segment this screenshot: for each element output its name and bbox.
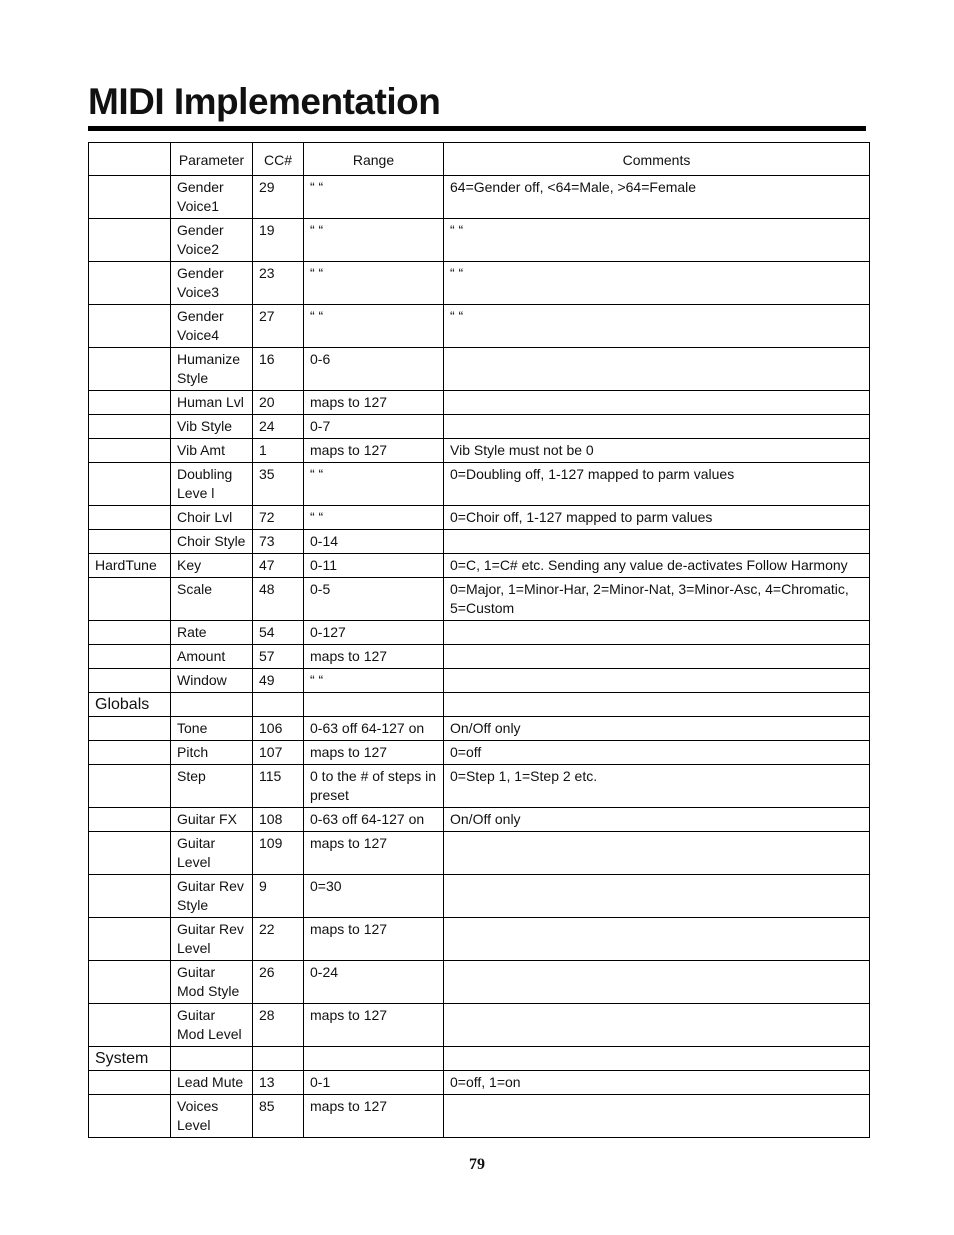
- cell-group: [89, 262, 171, 305]
- cell-comments: [444, 530, 870, 554]
- cell-range: “ “: [304, 176, 444, 219]
- cell-range: “ “: [304, 305, 444, 348]
- cell-range: 0-7: [304, 415, 444, 439]
- cell-comments: [444, 669, 870, 693]
- cell-range: “ “: [304, 506, 444, 530]
- cell-comments: 0=off, 1=on: [444, 1071, 870, 1095]
- table-row: [89, 578, 870, 621]
- cell-parameter: Lead Mute: [171, 1071, 253, 1095]
- cell-cc: 19: [253, 219, 304, 262]
- cell-comments: 0=C, 1=C# etc. Sending any value de-activates Follow Harmony: [444, 554, 870, 578]
- header-comments: Comments: [444, 143, 870, 176]
- cell-group: [89, 765, 171, 808]
- empty-cell: [444, 1047, 870, 1071]
- table-row: [89, 1004, 870, 1047]
- cell-parameter: Vib Amt: [171, 439, 253, 463]
- cell-range: maps to 127: [304, 1004, 444, 1047]
- table-row: [89, 219, 870, 262]
- empty-cell: [171, 693, 253, 717]
- cell-comments: [444, 415, 870, 439]
- cell-cc: 22: [253, 918, 304, 961]
- cell-cc: 72: [253, 506, 304, 530]
- cell-range: 0=30: [304, 875, 444, 918]
- cell-parameter: Rate: [171, 621, 253, 645]
- table-row: [89, 506, 870, 530]
- empty-cell: [304, 693, 444, 717]
- table-row: [89, 1071, 870, 1095]
- cell-group: [89, 506, 171, 530]
- empty-cell: [253, 693, 304, 717]
- title-rule: [88, 126, 866, 131]
- header-cc: CC#: [253, 143, 304, 176]
- cell-cc: 35: [253, 463, 304, 506]
- cell-comments: 0=Doubling off, 1-127 mapped to parm values: [444, 463, 870, 506]
- cell-cc: 26: [253, 961, 304, 1004]
- cell-comments: [444, 348, 870, 391]
- cell-parameter: Amount: [171, 645, 253, 669]
- table-row: [89, 621, 870, 645]
- table-row: [89, 765, 870, 808]
- header-parameter: Parameter: [171, 143, 253, 176]
- cell-cc: 1: [253, 439, 304, 463]
- cell-parameter: Humanize Style: [171, 348, 253, 391]
- table-row: [89, 961, 870, 1004]
- cell-group: [89, 391, 171, 415]
- cell-range: maps to 127: [304, 439, 444, 463]
- cell-group: [89, 415, 171, 439]
- table-header-row: [89, 143, 870, 176]
- cell-comments: On/Off only: [444, 808, 870, 832]
- cell-cc: 13: [253, 1071, 304, 1095]
- table-row: [89, 391, 870, 415]
- cell-comments: [444, 875, 870, 918]
- cell-comments: [444, 645, 870, 669]
- cell-comments: 0=Choir off, 1-127 mapped to parm values: [444, 506, 870, 530]
- page-number: 79: [469, 1156, 485, 1173]
- cell-cc: 54: [253, 621, 304, 645]
- cell-range: maps to 127: [304, 391, 444, 415]
- cell-range: 0-14: [304, 530, 444, 554]
- table-row: [89, 717, 870, 741]
- cell-group: [89, 176, 171, 219]
- cell-group: [89, 1004, 171, 1047]
- cell-range: 0 to the # of steps in preset: [304, 765, 444, 808]
- cell-comments: 64=Gender off, <64=Male, >64=Female: [444, 176, 870, 219]
- table-row: [89, 348, 870, 391]
- empty-cell: [171, 1047, 253, 1071]
- cell-parameter: Choir Lvl: [171, 506, 253, 530]
- cell-parameter: Guitar Level: [171, 832, 253, 875]
- cell-range: “ “: [304, 219, 444, 262]
- cell-cc: 23: [253, 262, 304, 305]
- table-row: [89, 741, 870, 765]
- cell-group: [89, 439, 171, 463]
- table-row: [89, 415, 870, 439]
- cell-parameter: Gender Voice3: [171, 262, 253, 305]
- table-row: [89, 1095, 870, 1138]
- cell-parameter: Guitar Mod Style: [171, 961, 253, 1004]
- cell-cc: 16: [253, 348, 304, 391]
- section-row: [89, 693, 870, 717]
- cell-comments: 0=Step 1, 1=Step 2 etc.: [444, 765, 870, 808]
- table-row: [89, 463, 870, 506]
- cell-parameter: Human Lvl: [171, 391, 253, 415]
- empty-cell: [444, 693, 870, 717]
- cell-range: 0-63 off 64-127 on: [304, 717, 444, 741]
- cell-group: [89, 717, 171, 741]
- cell-group: [89, 578, 171, 621]
- section-label: System: [89, 1047, 171, 1071]
- table-row: [89, 305, 870, 348]
- cell-parameter: Gender Voice1: [171, 176, 253, 219]
- page-title: MIDI Implementation: [88, 81, 441, 122]
- cell-range: 0-1: [304, 1071, 444, 1095]
- table-row: [89, 669, 870, 693]
- cell-cc: 85: [253, 1095, 304, 1138]
- cell-group: HardTune: [89, 554, 171, 578]
- cell-cc: 9: [253, 875, 304, 918]
- cell-parameter: Scale: [171, 578, 253, 621]
- cell-group: [89, 530, 171, 554]
- cell-cc: 107: [253, 741, 304, 765]
- table-row: [89, 176, 870, 219]
- cell-group: [89, 669, 171, 693]
- cell-parameter: Guitar FX: [171, 808, 253, 832]
- cell-cc: 27: [253, 305, 304, 348]
- cell-comments: [444, 391, 870, 415]
- cell-parameter: Vib Style: [171, 415, 253, 439]
- cell-range: 0-127: [304, 621, 444, 645]
- cell-range: 0-24: [304, 961, 444, 1004]
- table-row: [89, 808, 870, 832]
- cell-range: maps to 127: [304, 1095, 444, 1138]
- cell-parameter: Guitar Mod Level: [171, 1004, 253, 1047]
- empty-cell: [304, 1047, 444, 1071]
- cell-comments: 0=off: [444, 741, 870, 765]
- cell-cc: 28: [253, 1004, 304, 1047]
- cell-cc: 29: [253, 176, 304, 219]
- cell-range: maps to 127: [304, 918, 444, 961]
- table-row: [89, 832, 870, 875]
- cell-group: [89, 1071, 171, 1095]
- cell-parameter: Doubling Leve l: [171, 463, 253, 506]
- cell-group: [89, 808, 171, 832]
- cell-parameter: Voices Level: [171, 1095, 253, 1138]
- cell-parameter: Window: [171, 669, 253, 693]
- cell-group: [89, 832, 171, 875]
- header-range: Range: [304, 143, 444, 176]
- table-row: [89, 530, 870, 554]
- cell-cc: 24: [253, 415, 304, 439]
- cell-group: [89, 875, 171, 918]
- cell-comments: [444, 961, 870, 1004]
- cell-parameter: Key: [171, 554, 253, 578]
- cell-group: [89, 918, 171, 961]
- cell-cc: 109: [253, 832, 304, 875]
- cell-parameter: Pitch: [171, 741, 253, 765]
- cell-cc: 49: [253, 669, 304, 693]
- cell-range: 0-5: [304, 578, 444, 621]
- cell-parameter: Guitar Rev Level: [171, 918, 253, 961]
- cell-group: [89, 621, 171, 645]
- cell-cc: 47: [253, 554, 304, 578]
- cell-range: 0-6: [304, 348, 444, 391]
- cell-cc: 20: [253, 391, 304, 415]
- cell-comments: [444, 832, 870, 875]
- cell-comments: 0=Major, 1=Minor-Har, 2=Minor-Nat, 3=Minor-Asc, 4=Chromatic, 5=Custom: [444, 578, 870, 621]
- cell-group: [89, 463, 171, 506]
- table-row: [89, 262, 870, 305]
- cell-range: maps to 127: [304, 832, 444, 875]
- cell-comments: “ “: [444, 219, 870, 262]
- section-row: [89, 1047, 870, 1071]
- cell-cc: 108: [253, 808, 304, 832]
- cell-group: [89, 961, 171, 1004]
- cell-group: [89, 645, 171, 669]
- header-group: [89, 143, 171, 176]
- cell-comments: “ “: [444, 262, 870, 305]
- cell-range: 0-11: [304, 554, 444, 578]
- cell-comments: [444, 621, 870, 645]
- cell-group: [89, 305, 171, 348]
- cell-comments: Vib Style must not be 0: [444, 439, 870, 463]
- cell-range: “ “: [304, 463, 444, 506]
- cell-range: “ “: [304, 669, 444, 693]
- cell-group: [89, 219, 171, 262]
- table-row: [89, 645, 870, 669]
- cell-cc: 115: [253, 765, 304, 808]
- midi-cc-table: [88, 142, 870, 1138]
- cell-comments: [444, 1095, 870, 1138]
- cell-parameter: Gender Voice4: [171, 305, 253, 348]
- cell-cc: 73: [253, 530, 304, 554]
- table-row: [89, 875, 870, 918]
- cell-group: [89, 1095, 171, 1138]
- cell-parameter: Gender Voice2: [171, 219, 253, 262]
- cell-range: “ “: [304, 262, 444, 305]
- cell-range: 0-63 off 64-127 on: [304, 808, 444, 832]
- section-label: Globals: [89, 693, 171, 717]
- cell-comments: [444, 918, 870, 961]
- table-row: [89, 439, 870, 463]
- cell-comments: “ “: [444, 305, 870, 348]
- cell-range: maps to 127: [304, 645, 444, 669]
- empty-cell: [253, 1047, 304, 1071]
- cell-parameter: Tone: [171, 717, 253, 741]
- cell-cc: 106: [253, 717, 304, 741]
- table-row: [89, 918, 870, 961]
- cell-parameter: Choir Style: [171, 530, 253, 554]
- cell-group: [89, 741, 171, 765]
- cell-parameter: Step: [171, 765, 253, 808]
- cell-cc: 57: [253, 645, 304, 669]
- table-row: [89, 554, 870, 578]
- cell-cc: 48: [253, 578, 304, 621]
- cell-comments: [444, 1004, 870, 1047]
- cell-range: maps to 127: [304, 741, 444, 765]
- cell-group: [89, 348, 171, 391]
- cell-comments: On/Off only: [444, 717, 870, 741]
- cell-parameter: Guitar Rev Style: [171, 875, 253, 918]
